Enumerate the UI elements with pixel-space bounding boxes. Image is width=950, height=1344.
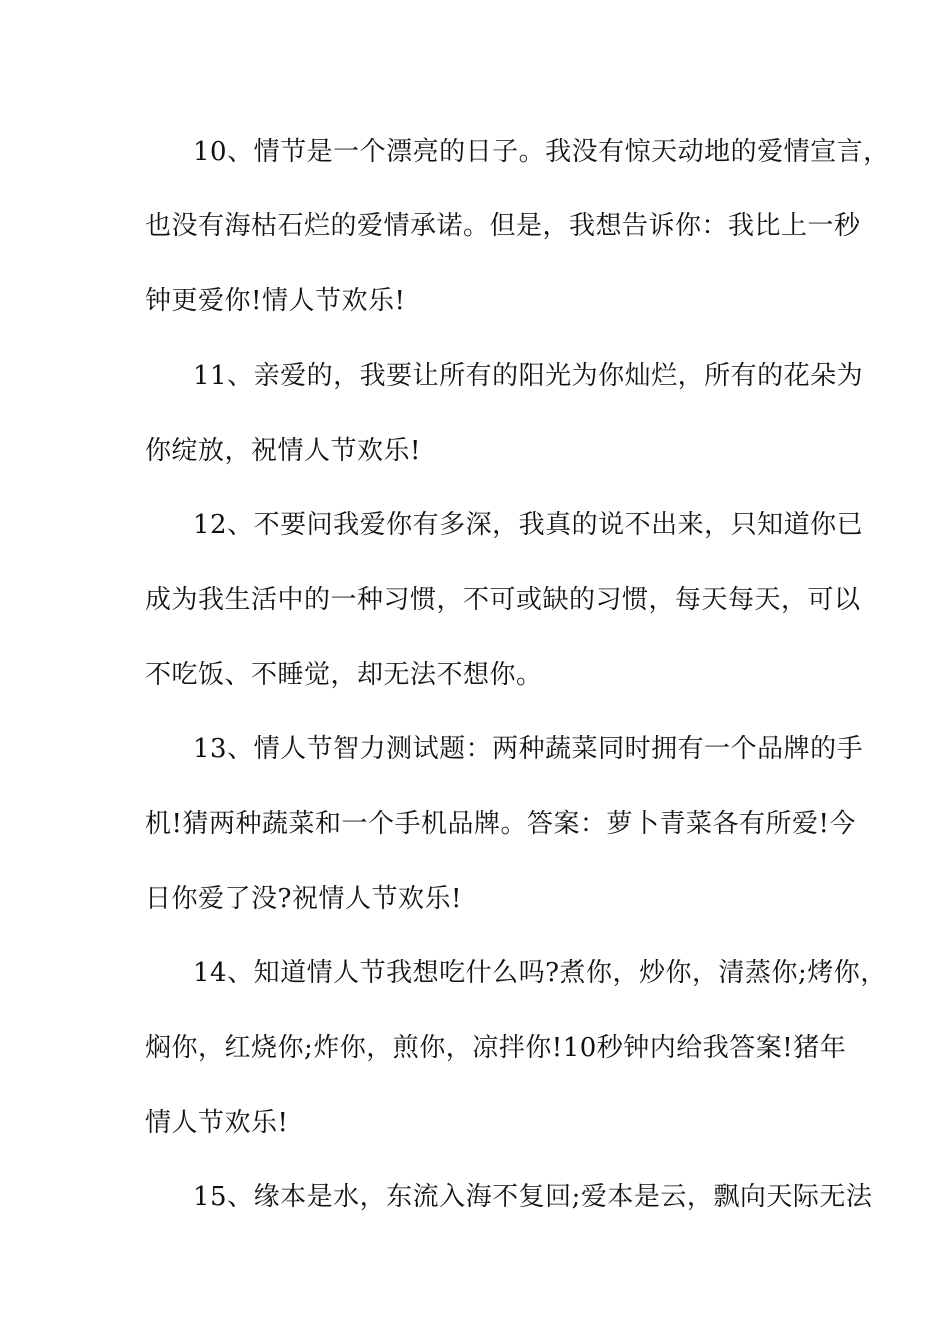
paragraph-11-line-1: 11、亲爱的，我要让所有的阳光为你灿烂，所有的花朵为 xyxy=(193,361,864,391)
paragraph-12-line-2: 成为我生活中的一种习惯，不可或缺的习惯，每天每天，可以 xyxy=(145,585,861,615)
paragraph-13-line-3: 日你爱了没?祝情人节欢乐! xyxy=(145,884,462,914)
paragraph-13-line-2: 机!猜两种蔬菜和一个手机品牌。答案：萝卜青菜各有所爱!今 xyxy=(145,809,856,839)
paragraph-14-line-3: 情人节欢乐! xyxy=(145,1108,289,1138)
paragraph-10-line-1: 10、情节是一个漂亮的日子。我没有惊天动地的爱情宣言， xyxy=(193,137,890,167)
paragraph-14-line-1: 14、知道情人节我想吃什么吗?煮你，炒你，清蒸你;烤你， xyxy=(193,958,887,988)
paragraph-13-line-1: 13、情人节智力测试题：两种蔬菜同时拥有一个品牌的手 xyxy=(193,734,864,764)
paragraph-10-line-2: 也没有海枯石烂的爱情承诺。但是，我想告诉你：我比上一秒 xyxy=(145,211,861,241)
paragraph-11-line-2: 你绽放，祝情人节欢乐! xyxy=(145,436,421,466)
paragraph-12-line-1: 12、不要问我爱你有多深，我真的说不出来，只知道你已 xyxy=(193,510,864,540)
paragraph-10-line-3: 钟更爱你!情人节欢乐! xyxy=(145,286,406,316)
paragraph-15-line-1: 15、缘本是水，东流入海不复回;爱本是云，飘向天际无法 xyxy=(193,1182,873,1212)
paragraph-12-line-3: 不吃饭、不睡觉，却无法不想你。 xyxy=(145,660,543,690)
paragraph-14-line-2: 焖你，红烧你;炸你，煎你，凉拌你!10秒钟内给我答案!猪年 xyxy=(145,1033,847,1063)
